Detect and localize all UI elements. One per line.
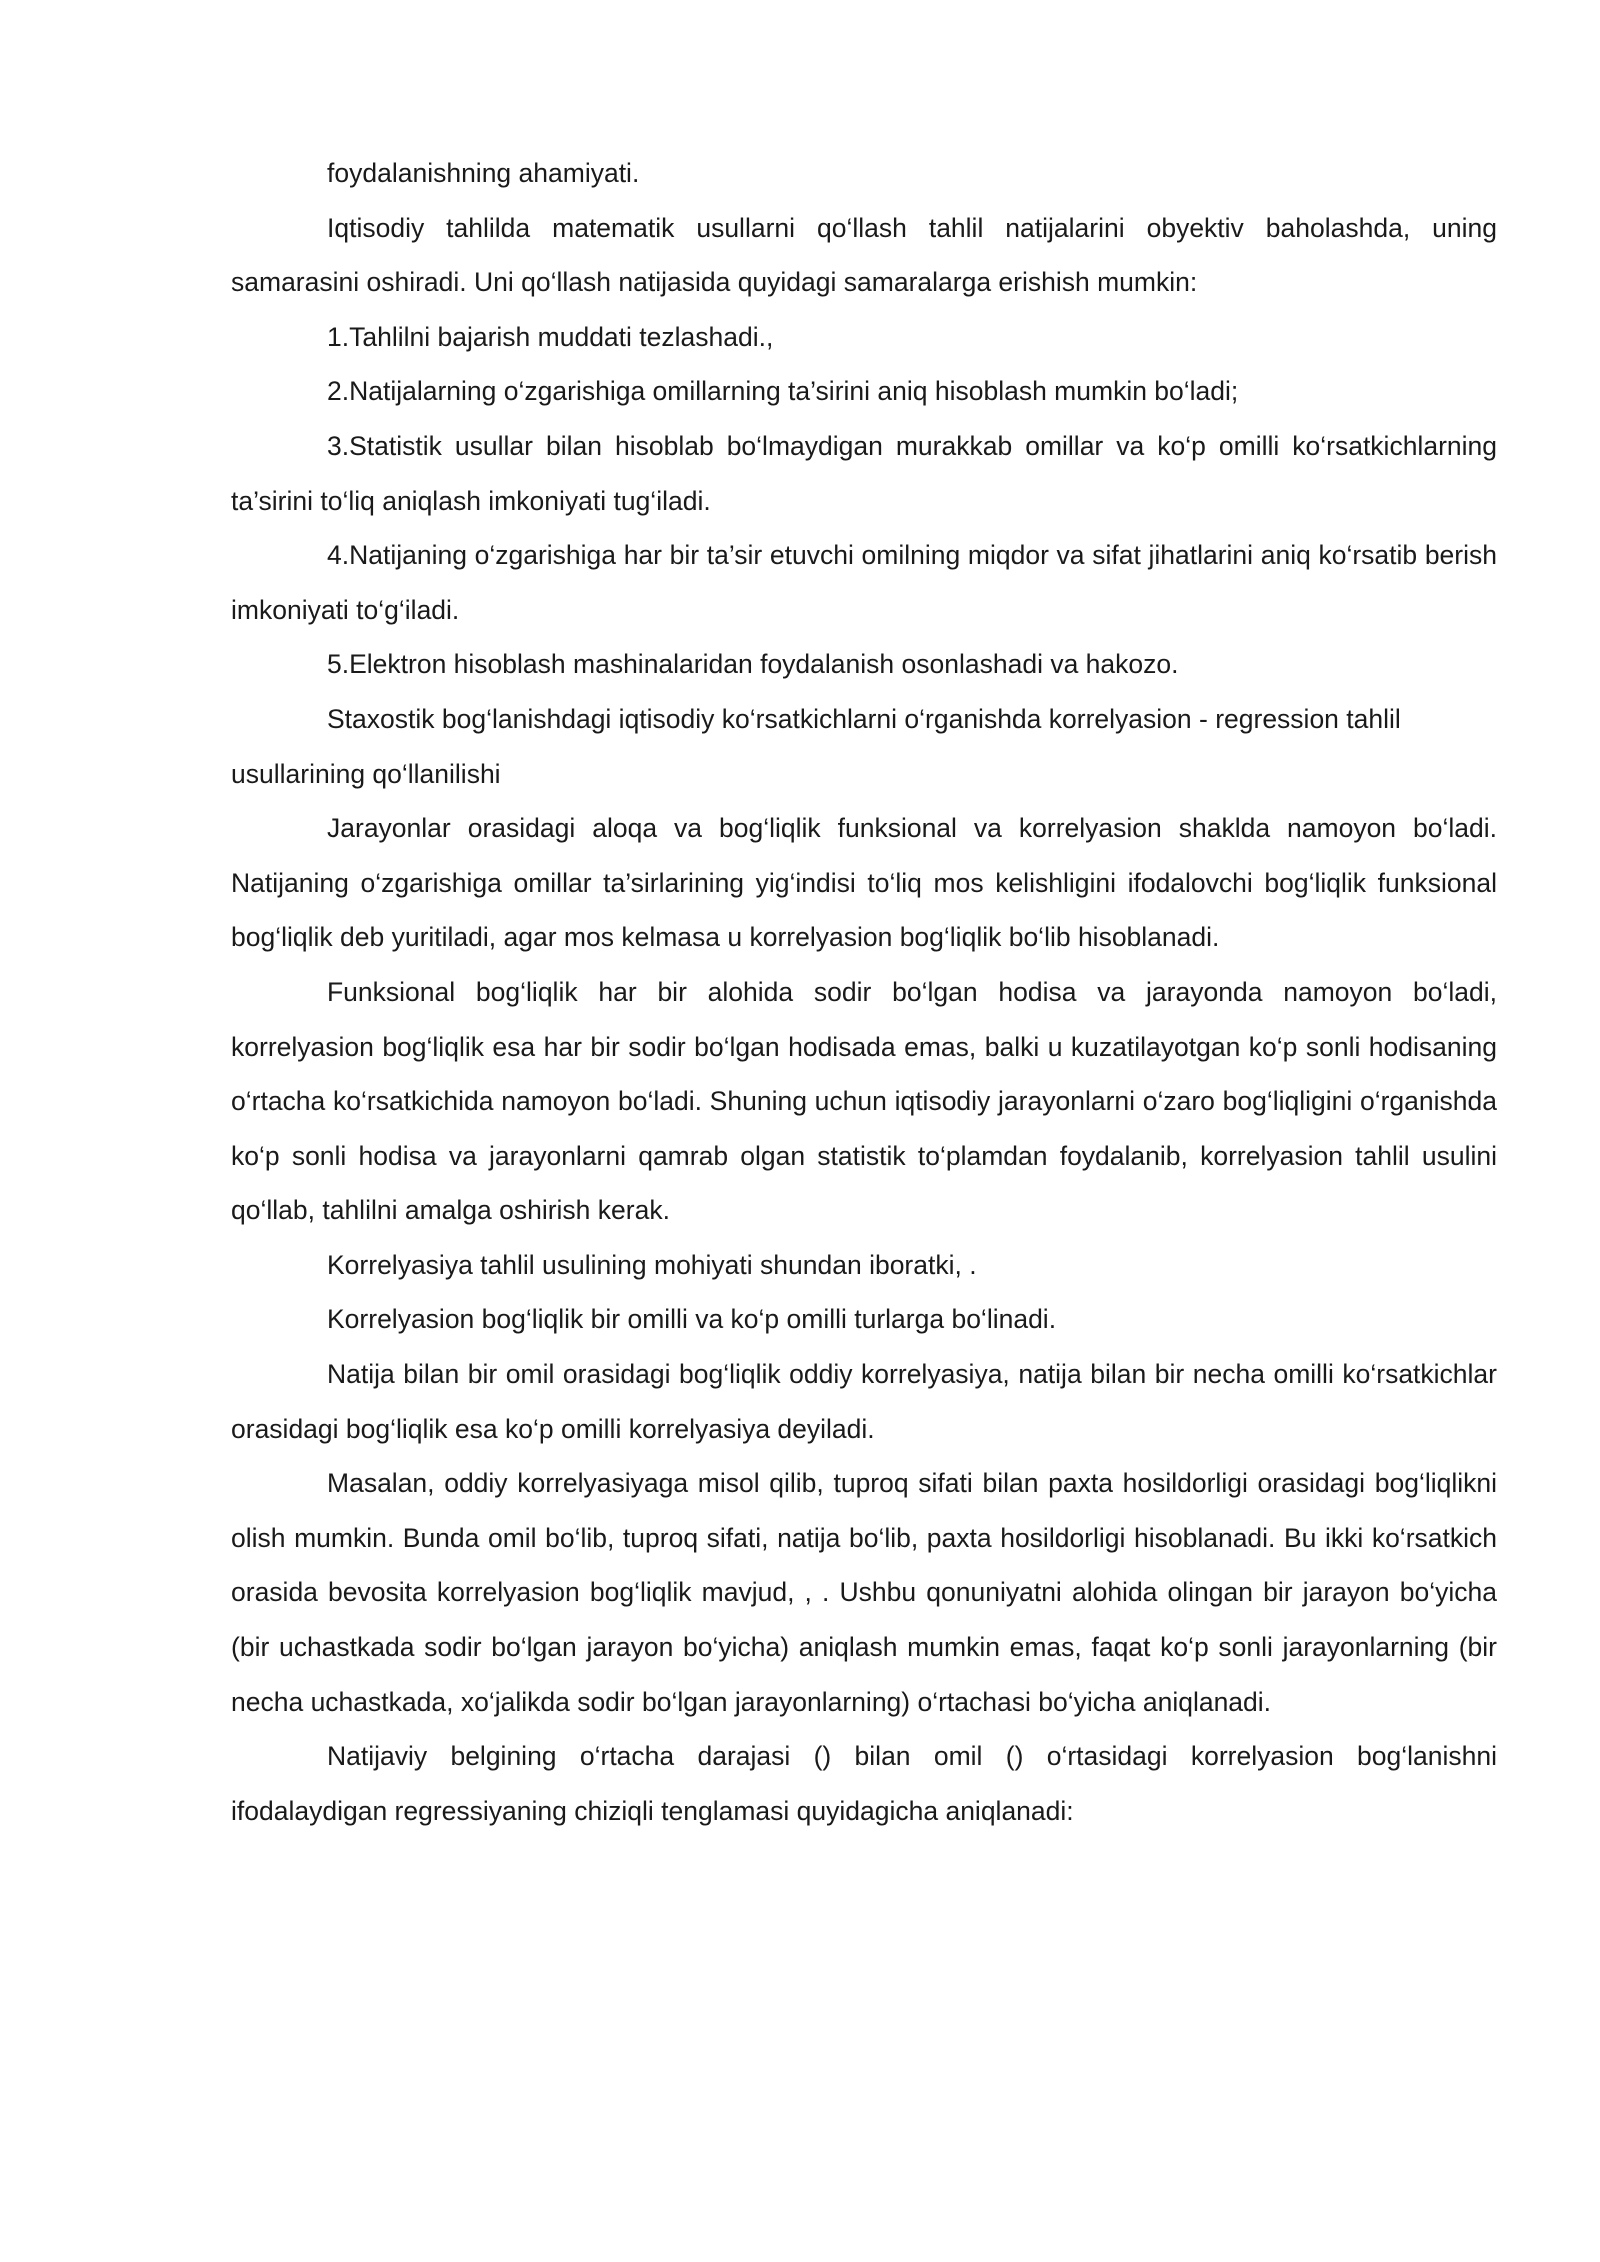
paragraph-regression-equation: Natijaviy belgining o‘rtacha darajasi () bilan omil () o‘rtasidagi korrelyasion bog‘lanishni ifodalaydigan regressiyaning chiziqli tenglamasi quyidagicha aniqlanadi: bbox=[231, 1741, 1497, 1826]
document-body bbox=[231, 146, 1497, 1838]
section-heading: Staxostik bog‘lanishdagi iqtisodiy ko‘rsatkichlarni o‘rganishda korrelyasion - regression tahlil usullarining qo‘llanilishi bbox=[231, 703, 1401, 789]
paragraph-functional-correlation: Jarayonlar orasidagi aloqa va bog‘liqlik funksional va korrelyasion shaklda namoyon bo‘ladi. Natijaning o‘zgarishiga omillar ta’sirlarining yig‘indisi to‘liq mos kelishligini ifodalovchi bog‘liqlik funksional bog‘liqlik deb yuritiladi, agar mos kelmasa u korrelyasion bog‘liqlik bo‘lib hisoblanadi. bbox=[231, 813, 1497, 953]
list-item-4: 4.Natijaning o‘zgarishiga har bir ta’sir etuvchi omilning miqdor va sifat jihatlarini aniq ko‘rsatib berish imkoniyati to‘g‘iladi. bbox=[231, 540, 1497, 625]
paragraph-simple-multiple: Natija bilan bir omil orasidagi bog‘liqlik oddiy korrelyasiya, natija bilan bir necha omilli ko‘rsatkichlar orasidagi bog‘liqlik esa ko‘p omilli korrelyasiya deyiladi. bbox=[231, 1359, 1497, 1444]
paragraph-intro-fragment: foydalanishning ahamiyati. bbox=[327, 158, 640, 188]
list-item-5: 5.Elektron hisoblash mashinalaridan foydalanish osonlashadi va hakozo. bbox=[327, 649, 1179, 680]
paragraph-correlation-essence: Korrelyasiya tahlil usulining mohiyati shundan iboratki, . bbox=[327, 1249, 977, 1280]
list-item-1: 1.Tahlilni bajarish muddati tezlashadi., bbox=[327, 321, 774, 352]
list-item-2: 2.Natijalarning o‘zgarishiga omillarning ta’sirini aniq hisoblash mumkin bo‘ladi; bbox=[327, 376, 1239, 407]
paragraph-functional-dependency: Funksional bog‘liqlik har bir alohida sodir bo‘lgan hodisa va jarayonda namoyon bo‘ladi, korrelyasion bog‘liqlik esa har bir sodir bo‘lgan hodisada emas, balki u kuzatilayotgan ko‘p sonli hodisaning o‘rtacha ko‘rsatkichida namoyon bo‘ladi. Shuning uchun iqtisodiy jarayonlarni o‘zaro bog‘liqligini o‘rganishda ko‘p sonli hodisa va jarayonlarni qamrab olgan statistik to‘plamdan foydalanib, korrelyasion tahlil usulini qo‘llab, tahlilni amalga oshirish kerak. bbox=[231, 976, 1497, 1226]
paragraph-correlation-types: Korrelyasion bog‘liqlik bir omilli va ko‘p omilli turlarga bo‘linadi. bbox=[327, 1304, 1057, 1335]
list-item-3: 3.Statistik usullar bilan hisoblab bo‘lmaydigan murakkab omillar va ko‘p omilli ko‘rsatkichlarning ta’sirini to‘liq aniqlash imkoniyati tug‘iladi. bbox=[231, 430, 1497, 516]
paragraph-example: Masalan, oddiy korrelyasiyaga misol qilib, tuproq sifati bilan paxta hosildorligi orasidagi bog‘liqlikni olish mumkin. Bunda omil bo‘lib, tuproq sifati, natija bo‘lib, paxta hosildorligi hisoblanadi. Bu ikki ko‘rsatkich orasida bevosita korrelyasion bog‘liqlik mavjud, , . Ushbu qonuniyatni alohida olingan bir jarayon bo‘yicha (bir uchastkada sodir bo‘lgan jarayon bo‘yicha) aniqlash mumkin emas, faqat ko‘p sonli jarayonlarning (bir necha uchastkada, xo‘jalikda sodir bo‘lgan jarayonlarning) o‘rtachasi bo‘yicha aniqlanadi. bbox=[231, 1468, 1497, 1717]
paragraph-math-methods: Iqtisodiy tahlilda matematik usullarni qo‘llash tahlil natijalarini obyektiv baholashda, uning samarasini oshiradi. Uni qo‘llash natijasida quyidagi samaralarga erishish mumkin: bbox=[231, 212, 1497, 298]
